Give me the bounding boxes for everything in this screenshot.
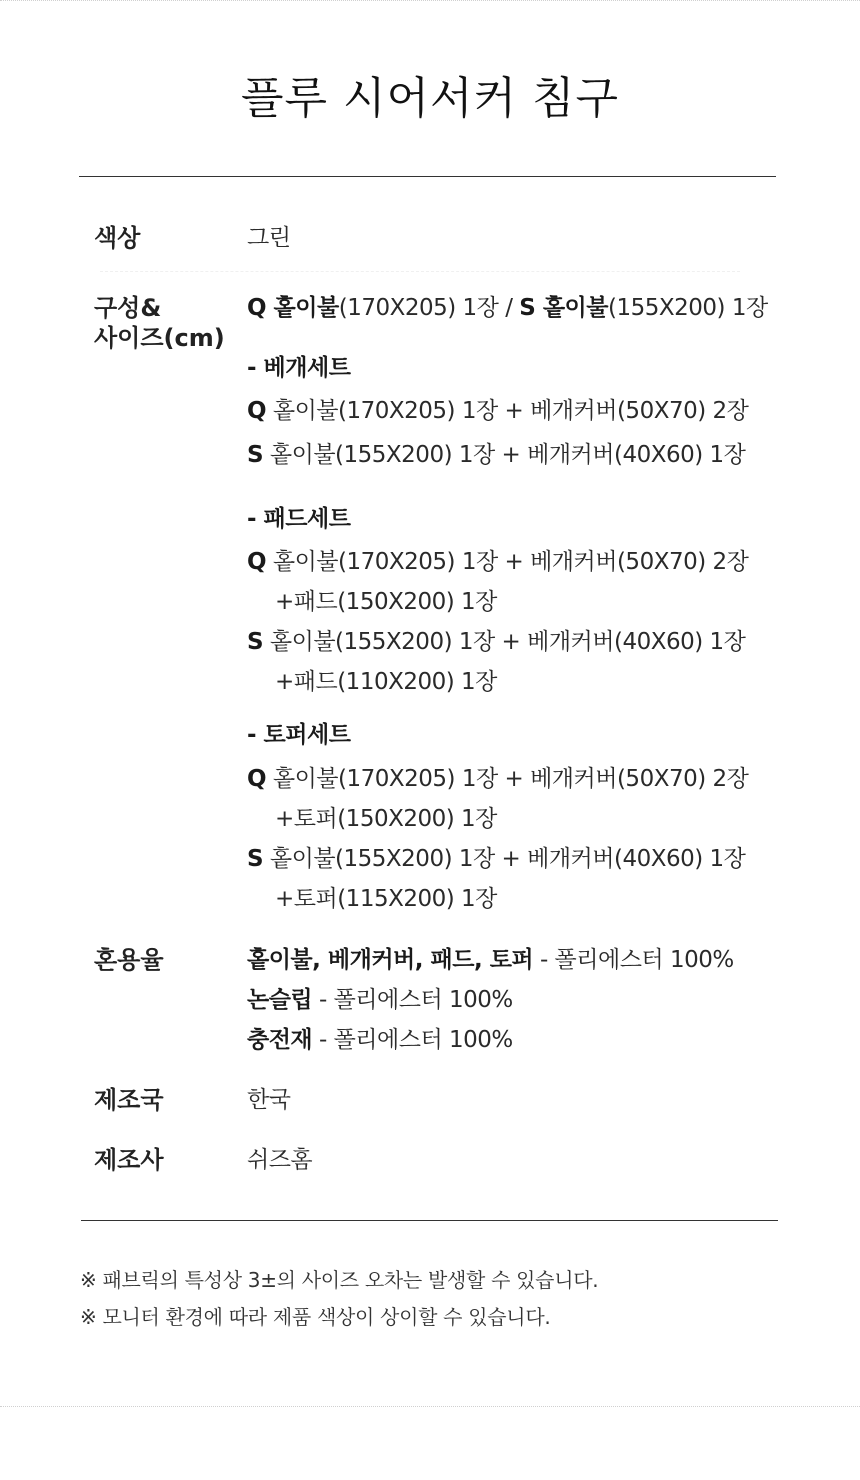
pad-set-s-line: S 홑이불(155X200) 1장 + 베개커버(40X60) 1장 [247, 629, 746, 655]
label-blend: 혼용율 [94, 946, 164, 974]
value-origin: 한국 [247, 1087, 291, 1113]
note-size-tolerance: ※ 패브릭의 특성상 3±의 사이즈 오차는 발생할 수 있습니다. [80, 1268, 599, 1292]
label-color: 색상 [94, 224, 141, 252]
row-separator [100, 271, 740, 272]
base-s-label: S 홑이불 [519, 295, 608, 321]
label-maker: 제조사 [94, 1146, 164, 1174]
bottom-divider [81, 1220, 778, 1221]
blend-line-1: 홑이불, 베개커버, 패드, 토퍼 - 폴리에스터 100% [247, 947, 734, 973]
topper-set-heading: - 토퍼세트 [247, 722, 351, 748]
topper-set-q-continuation: +토퍼(150X200) 1장 [275, 806, 497, 832]
pillow-set-s-line: S 홑이불(155X200) 1장 + 베개커버(40X60) 1장 [247, 442, 746, 468]
pillow-set-heading: - 베개세트 [247, 355, 351, 381]
label-composition-line1: 구성& [94, 294, 162, 322]
composition-base-line [247, 292, 768, 324]
pad-set-q-line: Q 홑이불(170X205) 1장 + 베개커버(50X70) 2장 [247, 549, 749, 575]
topper-set-q-line: Q 홑이불(170X205) 1장 + 베개커버(50X70) 2장 [247, 766, 749, 792]
blend-line-3: 충전재 - 폴리에스터 100% [247, 1027, 513, 1053]
base-s-size: (155X200) 1장 [608, 295, 768, 321]
base-q-size: (170X205) 1장 / [338, 295, 520, 321]
topper-set-s-line: S 홑이불(155X200) 1장 + 베개커버(40X60) 1장 [247, 846, 746, 872]
label-origin: 제조국 [94, 1086, 164, 1114]
value-maker: 쉬즈홈 [247, 1147, 313, 1173]
top-divider [79, 176, 776, 177]
pad-set-s-continuation: +패드(110X200) 1장 [275, 669, 497, 695]
page-title: 플루 시어서커 침구 [240, 73, 619, 124]
base-q-label: Q 홑이불 [247, 295, 339, 321]
pad-set-q-continuation: +패드(150X200) 1장 [275, 589, 497, 615]
pillow-set-q-line: Q 홑이불(170X205) 1장 + 베개커버(50X70) 2장 [247, 398, 749, 424]
bottom-dotted-divider [0, 1406, 860, 1407]
label-composition-line2: 사이즈(cm) [94, 324, 225, 352]
pad-set-heading: - 패드세트 [247, 506, 351, 532]
note-monitor-color: ※ 모니터 환경에 따라 제품 색상이 상이할 수 있습니다. [80, 1305, 551, 1329]
top-dotted-divider [0, 0, 860, 1]
blend-line-2: 논슬립 - 폴리에스터 100% [247, 987, 513, 1013]
value-color: 그린 [247, 225, 291, 251]
topper-set-s-continuation: +토퍼(115X200) 1장 [275, 886, 497, 912]
